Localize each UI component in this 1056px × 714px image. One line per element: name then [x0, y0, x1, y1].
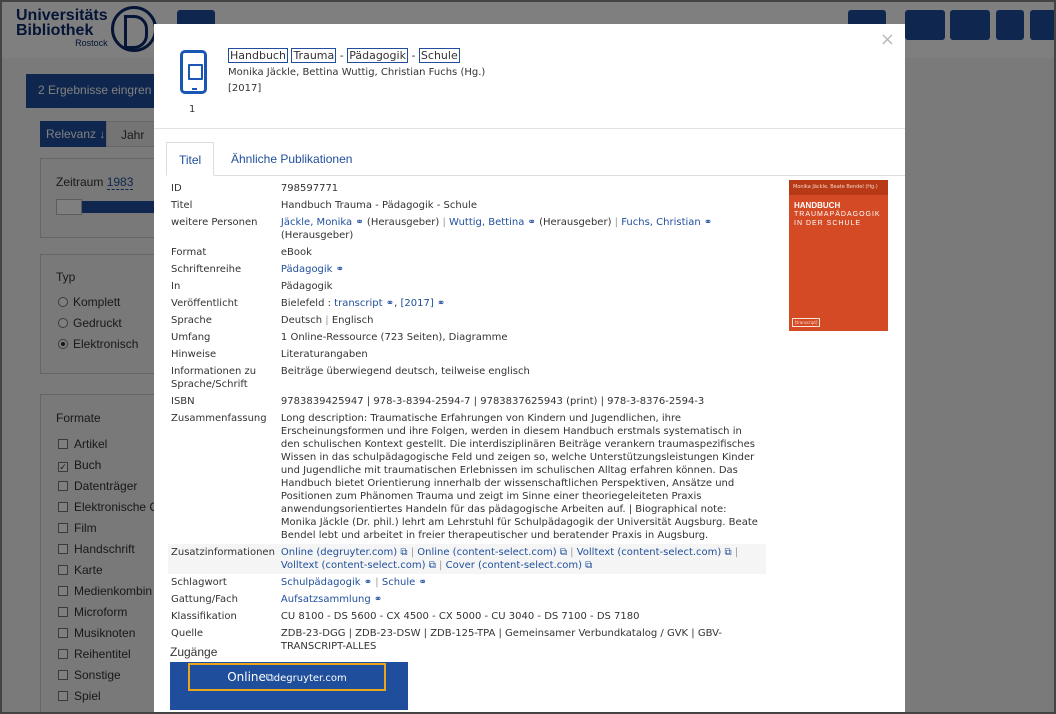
record-title: Handbuch Trauma - Pädagogik - Schule [230, 49, 458, 62]
link-icon: ⚭ [415, 577, 427, 588]
publisher-link[interactable]: transcript [334, 298, 383, 309]
detail-row-format: Format eBook [171, 247, 312, 258]
external-link-icon: ⧉ [397, 547, 408, 558]
online-access-button[interactable] [170, 662, 408, 710]
record-authors: Monika Jäckle, Bettina Wuttig, Christian Fuchs (Hg.) [228, 67, 486, 78]
person-link[interactable]: Wuttig, Bettina [449, 217, 525, 228]
detail-row-schriftenreihe: Schriftenreihe Pädagogik ⚭ [171, 264, 345, 275]
detail-row-quelle: Quelle ZDB-23-DGG | ZDB-23-DSW | ZDB-125-TPA | Gemeinsamer Verbundkatalog / GVK | GBV-TRANSCRIPT-ALLES [171, 628, 722, 652]
detail-row-zusammenfassung: Zusammenfassung Long description: Traumatische Erfahrungen von Kindern und Jugendlichen, ihre Erscheinungsformen und ihre Folgen, werden in diesem Handbuch erstmals systematisch in den schulischen Kontext gestellt. Die interdisziplinären Beiträge verankern traumaspezifisches Wissen in das schulpädagogische Feld und zeigen so, welche Unterstützungsleistungen Kinder und Jugendliche mit traumatischen Erlebnissen im schulischen Alltag erfahren können. Das Handbuch bietet Orientierung innerhalb der wissenschaftlichen Perspektiven, Ansätze und Positionen zum Phänomen Trauma und zeigt im Sinne einer theoriegeleiteten Praxis anwendungsorientiertes Handeln für das pädagogische Arbeiten auf. | Biographical note: Monika Jäckle (Dr. phil.) lehrt am Lehrstuhl für Schulpädagogik der Universität Augsburg. Beate Bendel lebt und arbeitet in freier therapeutischer und beratender Praxis in Augsburg. [171, 413, 758, 541]
detail-row-in: In Pädagogik [171, 281, 333, 292]
title-term: Trauma [293, 49, 335, 62]
detail-row-personen: weitere Personen Jäckle, Monika ⚭ (Herausgeber) | Wuttig, Bettina ⚭ (Herausgeber) | Fuchs, Christian ⚭ (Herausgeber) [171, 217, 713, 241]
subject-link[interactable]: Schulpädagogik [280, 577, 361, 588]
external-link-icon: ⧉ [721, 547, 732, 558]
genre-link[interactable]: Aufsatzsammlung [280, 594, 371, 605]
external-link[interactable]: Volltext (content-select.com) [576, 547, 722, 558]
link-icon: ⚭ [524, 217, 536, 228]
detail-row-zusatzinformationen: Zusatzinformationen Online (degruyter.com) ⧉ | Online (content-select.com) ⧉ | Volltext (content-select.com) ⧉ | Volltext (content-select.com) ⧉ | Cover (content-select.com) ⧉ [168, 544, 766, 574]
detail-row-veroeffentlicht: Veröffentlicht Bielefeld : transcript ⚭, [2017] ⚭ [171, 298, 446, 309]
external-link[interactable]: Online (degruyter.com) [280, 547, 398, 558]
book-cover-image: Monika Jäckle, Beate Bendel (Hg.) HANDBUCH TRAUMAPÄDAGOGIK IN DER SCHULE [transcript] [789, 180, 888, 331]
title-term: Pädagogik [349, 49, 406, 62]
detail-row-titel: Titel Handbuch Trauma - Pädagogik - Schule [171, 200, 477, 211]
detail-row-schlagwort: Schlagwort Schulpädagogik ⚭ | Schule ⚭ [171, 577, 427, 588]
series-link[interactable]: Pädagogik [280, 264, 333, 275]
detail-row-klassifikation: Klassifikation CU 8100 - DS 5600 - CX 4500 - CX 5000 - CU 3040 - DS 7100 - DS 7180 [171, 611, 640, 622]
detail-tabs [166, 142, 905, 176]
link-icon: ⚭ [433, 298, 446, 309]
title-term: Schule [420, 49, 458, 62]
link-icon: ⚭ [370, 594, 383, 605]
tab-titel[interactable]: Titel [166, 142, 214, 176]
external-link-icon: ⧉ [556, 547, 567, 558]
external-link-icon: ⧉ [265, 671, 274, 684]
external-link[interactable]: Volltext (content-select.com) [280, 560, 426, 571]
detail-row-isbn: ISBN 9783839425947 | 978-3-8394-2594-7 | 9783837625943 (print) | 978-3-8376-2594-3 [171, 396, 705, 407]
year-link[interactable]: [2017] [400, 298, 434, 309]
detail-row-id: ID 798597771 [171, 183, 339, 194]
ebook-device-icon [180, 50, 207, 94]
link-icon: ⚭ [352, 217, 364, 228]
person-link[interactable]: Fuchs, Christian [621, 217, 701, 228]
person-link[interactable]: Jäckle, Monika [280, 217, 353, 228]
result-index: 1 [189, 104, 196, 115]
subject-link[interactable]: Schule [381, 577, 416, 588]
modal-header [154, 24, 905, 129]
detail-row-sprachinfo: Informationen zu Sprache/Schrift Beiträge überwiegend deutsch, teilweise englisch [171, 366, 530, 390]
detail-row-gattung: Gattung/Fach Aufsatzsammlung ⚭ [171, 594, 383, 605]
record-details-table [168, 180, 766, 655]
link-icon: ⚭ [700, 217, 713, 228]
detail-row-sprache: Sprache Deutsch | Englisch [171, 315, 374, 326]
access-heading: Zugänge [170, 645, 218, 659]
record-detail-modal [154, 24, 905, 714]
detail-row-hinweise: Hinweise Literaturangaben [171, 349, 368, 360]
title-term: Handbuch [230, 49, 286, 62]
online-access-label[interactable]: Online⧉degruyter.com [188, 663, 386, 691]
link-icon: ⚭ [332, 264, 345, 275]
external-link-icon: ⧉ [582, 560, 593, 571]
close-icon[interactable]: × [879, 29, 895, 50]
link-icon: ⚭ [382, 298, 395, 309]
tab-aehnliche-publikationen[interactable]: Ähnliche Publikationen [231, 152, 353, 166]
link-icon: ⚭ [360, 577, 373, 588]
record-year: [2017] [228, 83, 262, 94]
external-link-icon: ⧉ [425, 560, 436, 571]
external-link[interactable]: Online (content-select.com) [417, 547, 557, 558]
external-link[interactable]: Cover (content-select.com) [445, 560, 582, 571]
detail-row-umfang: Umfang 1 Online-Ressource (723 Seiten), Diagramme [171, 332, 508, 343]
